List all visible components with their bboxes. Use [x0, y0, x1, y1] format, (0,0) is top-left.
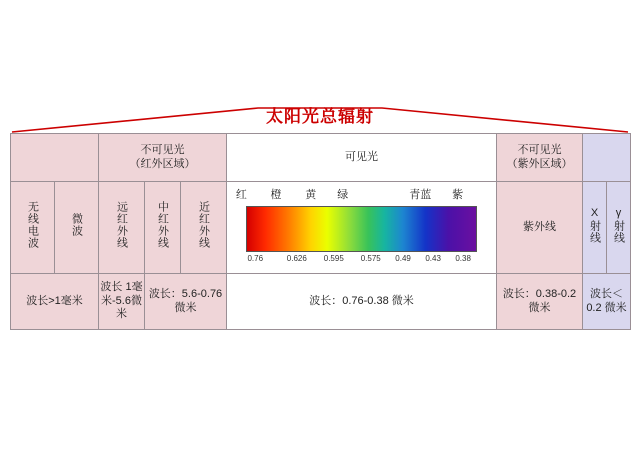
wavelength-ultraviolet: 波长：0.38-0.2 微米 [497, 274, 583, 330]
spectrum-color-labels [228, 189, 495, 205]
band-xray-label: X射线 [588, 206, 601, 244]
header-infrared [99, 134, 227, 182]
band-xray [583, 182, 607, 274]
band-radio-label: 无线电波 [26, 201, 39, 250]
spectrum-gradient-bar [246, 206, 477, 252]
color-label-yellow: 黄 [305, 189, 317, 201]
band-near-infrared [181, 182, 227, 274]
band-far-infrared-label: 远红外线 [115, 201, 128, 250]
tick-0-595: 0.595 [323, 254, 344, 263]
color-label-red: 红 [235, 189, 247, 201]
tick-0-49: 0.49 [395, 254, 411, 263]
tick-0-43: 0.43 [425, 254, 441, 263]
band-gamma [607, 182, 631, 274]
color-label-cyan-blue: 青蓝 [409, 189, 432, 201]
color-label-violet: 紫 [452, 189, 464, 201]
bracket-line [10, 100, 630, 134]
header-infrared-line1: 不可见光 [140, 143, 185, 156]
band-mid-infrared [145, 182, 181, 274]
visible-spectrum-cell [227, 182, 497, 274]
wavelength-radio: 波长>1毫米 [11, 274, 99, 330]
header-ultraviolet-line2: （紫外区域） [506, 157, 573, 170]
table-wavelength-row [11, 274, 631, 330]
header-ultraviolet-line1: 不可见光 [517, 143, 562, 156]
header-blank-left [11, 134, 99, 182]
band-ultraviolet [497, 182, 583, 274]
band-radio [11, 182, 55, 274]
wavelength-visible: 波长：0.76-0.38 微米 [227, 274, 497, 330]
band-microwave-label: 微波 [70, 213, 83, 238]
header-ultraviolet [497, 134, 583, 182]
spectrum-table [10, 133, 631, 330]
header-blank-right [583, 134, 631, 182]
wavelength-xray-gamma: 波长＜0.2 微米 [583, 274, 631, 330]
tick-0-38: 0.38 [455, 254, 471, 263]
table-band-row [11, 182, 631, 274]
page-title: 太阳光总辐射 [266, 107, 374, 126]
color-label-orange: 橙 [270, 189, 282, 201]
tick-0-76: 0.76 [247, 254, 264, 263]
spectrum-tick-labels [246, 254, 477, 268]
band-ultraviolet-label: 紫外线 [523, 220, 556, 233]
header-infrared-line2: （红外区域） [129, 157, 196, 170]
band-gamma-label: γ射线 [612, 206, 625, 244]
wavelength-far-infrared: 波长 1毫米-5.6微米 [99, 274, 145, 330]
band-microwave [55, 182, 99, 274]
header-visible: 可见光 [227, 134, 497, 182]
spectrum-graphic [228, 189, 495, 268]
band-far-infrared [99, 182, 145, 274]
color-label-green: 绿 [337, 189, 349, 201]
band-near-infrared-label: 近红外线 [197, 201, 210, 250]
table-header-row [11, 134, 631, 182]
band-mid-infrared-label: 中红外线 [156, 201, 169, 250]
tick-0-626: 0.626 [286, 254, 307, 263]
tick-0-575: 0.575 [360, 254, 381, 263]
wavelength-mid-near-infrared: 波长：5.6-0.76微米 [145, 274, 227, 330]
